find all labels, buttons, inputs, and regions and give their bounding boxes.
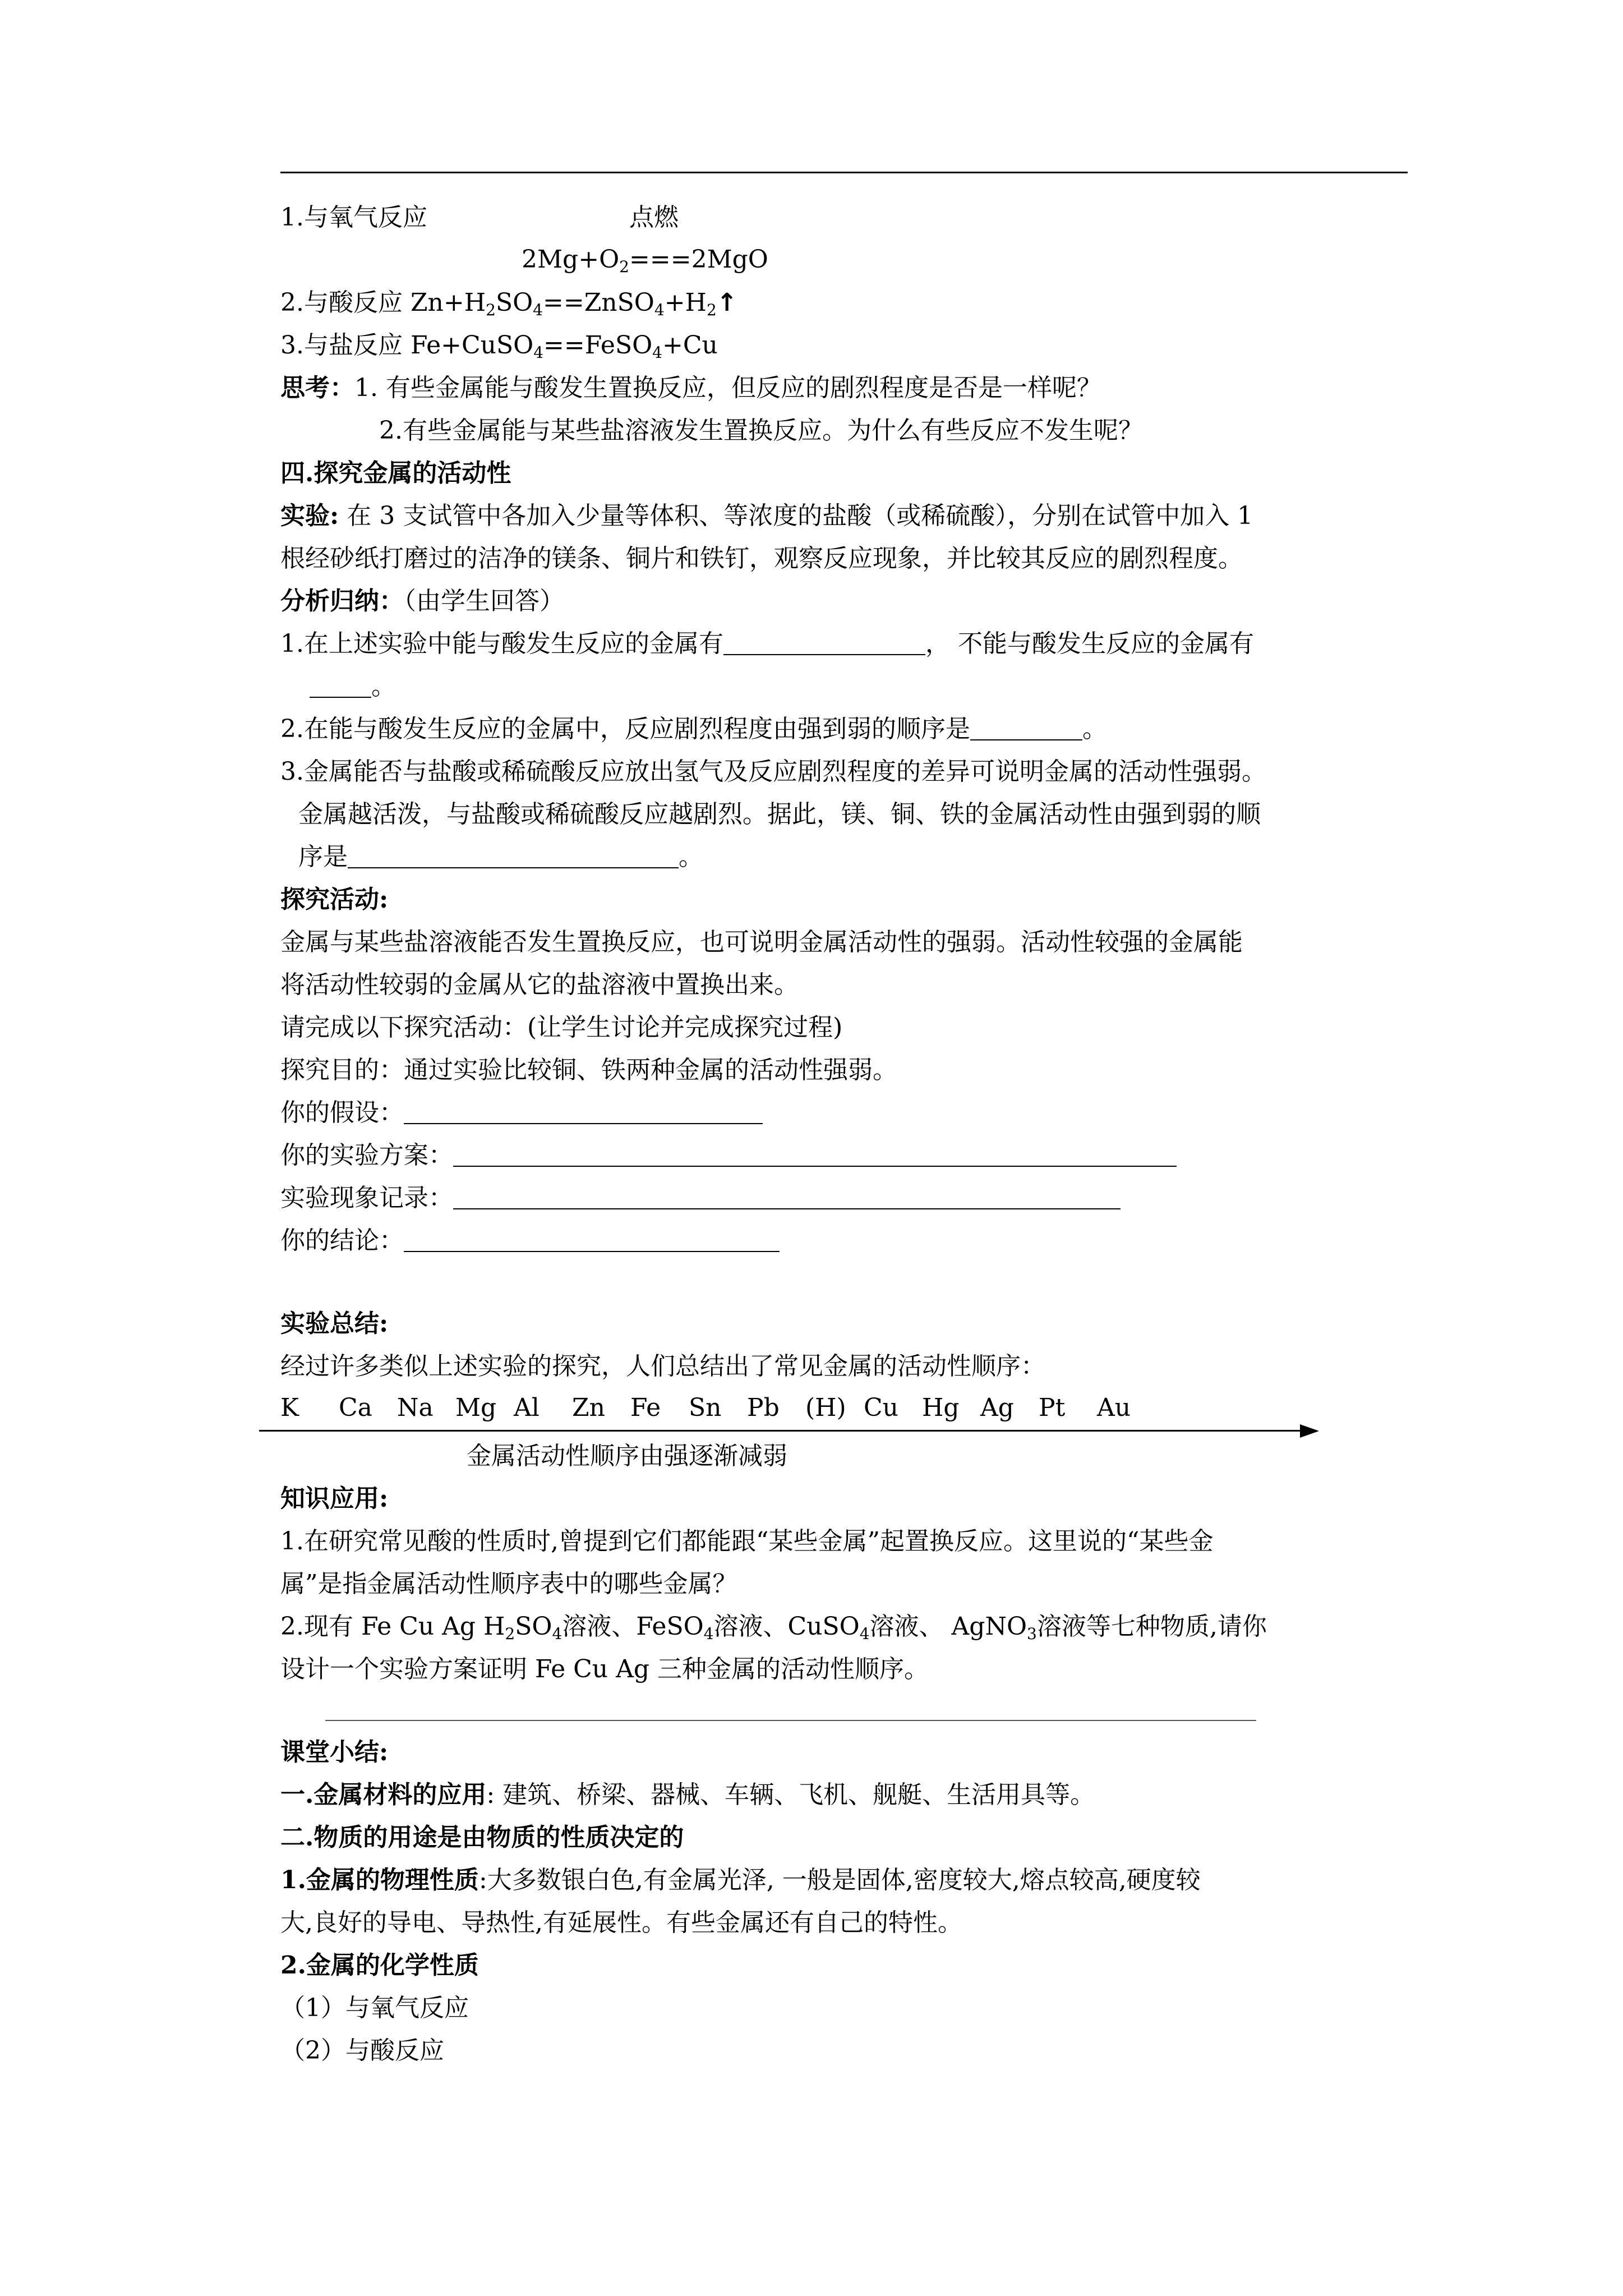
plan-blank[interactable] xyxy=(453,1143,1177,1167)
application-q1-line2: 属”是指金属活动性顺序表中的哪些金属？ xyxy=(280,1570,737,1598)
series-element: Zn xyxy=(572,1393,605,1422)
analysis-q3-line2: 金属越活泼，与盐酸或稀硫酸反应越剧烈。据此，镁、铜、铁的金属活动性由强到弱的顺 xyxy=(298,800,1261,829)
series-element: Cu xyxy=(864,1393,899,1422)
series-element: Ca xyxy=(339,1393,372,1422)
ignite-condition: 点燃 xyxy=(629,203,679,232)
salt-reaction: 3.与盐反应 Fe+CuSO$_4$==FeSO$_4$+Cu xyxy=(280,331,718,362)
application-q2-line1: 2.现有 Fe Cu Ag $H_2SO_4$溶液、FeSO$_4$溶液、CuSO$_4$溶液、 AgNO$_3$溶液等七种物质,请你 xyxy=(280,1612,1267,1643)
record-blank[interactable] xyxy=(453,1186,1121,1209)
oxygen-reaction-label: 1.与氧气反应 xyxy=(280,203,427,232)
series-element: Na xyxy=(397,1393,434,1422)
oxygen-equation: $2Mg+O_2===2MgO$ xyxy=(522,245,768,276)
experiment-line2: 根经砂纸打磨过的洁净的镁条、铜片和铁钉，观察反应现象，并比较其反应的剧烈程度。 xyxy=(280,544,1243,573)
lesson-item3-line2: 大,良好的导电、导热性,有延展性。有些金属还有自己的特性。 xyxy=(280,1908,962,1937)
inquiry-goal: 探究目的：通过实验比较铜、铁两种金属的活动性强弱。 xyxy=(280,1056,897,1084)
lesson-item3: 1.金属的物理性质:大多数银白色,有金属光泽, 一般是固体,密度较大,熔点较高,硬度较 xyxy=(280,1866,1201,1894)
series-element: Pb xyxy=(747,1393,780,1422)
series-element: Al xyxy=(514,1393,540,1422)
series-element: Sn xyxy=(689,1393,722,1422)
arrow-caption: 金属活动性顺序由强逐渐减弱 xyxy=(467,1442,787,1470)
answer-blank[interactable] xyxy=(970,717,1082,740)
series-element: Mg xyxy=(455,1393,497,1422)
think-q2: 2.有些金属能与某些盐溶液发生置换反应。为什么有些反应不发生呢？ xyxy=(379,416,1143,445)
application-title: 知识应用: xyxy=(280,1484,389,1513)
inquiry-p1: 金属与某些盐溶液能否发生置换反应，也可说明金属活动性的强弱。活动性较强的金属能 xyxy=(280,928,1243,956)
series-element: Fe xyxy=(630,1393,661,1422)
acid-reaction: 2.与酸反应 $Zn+H_2SO_4==ZnSO_4+H_2↑$ xyxy=(280,288,737,319)
series-element: Hg xyxy=(922,1393,960,1422)
conclusion-row: 你的结论： xyxy=(280,1224,780,1258)
think-label: 思考： xyxy=(280,374,354,402)
header-rule xyxy=(280,172,1408,173)
lesson-sub1: （1）与氧气反应 xyxy=(280,1994,469,2022)
series-element: Au xyxy=(1097,1393,1131,1422)
section4-title: 四.探究金属的活动性 xyxy=(280,459,511,487)
analysis-q3-line3: 序是 。 xyxy=(298,843,703,871)
gas-arrow-icon: ↑ xyxy=(716,288,737,317)
answer-blank[interactable] xyxy=(723,632,925,655)
conclusion-blank[interactable] xyxy=(404,1228,780,1252)
record-row: 实验现象记录： xyxy=(280,1181,1121,1215)
answer-blank[interactable] xyxy=(348,845,679,868)
answer-line[interactable] xyxy=(325,1720,1256,1721)
inquiry-title: 探究活动: xyxy=(280,885,389,914)
lesson-item1: 一.金属材料的应用: 建筑、桥梁、器械、车辆、飞机、舰艇、生活用具等。 xyxy=(280,1780,1095,1809)
lesson-summary-title: 课堂小结: xyxy=(280,1738,389,1766)
series-element: Pt xyxy=(1039,1393,1066,1422)
application-q2-line2: 设计一个实验方案证明 Fe Cu Ag 三种金属的活动性顺序。 xyxy=(280,1655,929,1683)
inquiry-p3: 请完成以下探究活动：(让学生讨论并完成探究过程) xyxy=(280,1013,843,1042)
analysis-q2: 2.在能与酸发生反应的金属中，反应剧烈程度由强到弱的顺序是 。 xyxy=(280,715,1107,743)
experiment-line1: 实验: 在 3 支试管中各加入少量等体积、等浓度的盐酸（或稀硫酸），分别在试管中加入 1 xyxy=(280,501,1253,530)
analysis-q1: 1.在上述实验中能与酸发生反应的金属有 ， 不能与酸发生反应的金属有 xyxy=(280,629,1254,658)
activity-series xyxy=(280,1391,1155,1425)
application-q1-line1: 1.在研究常见酸的性质时,曾提到它们都能跟“某些金属”起置换反应。这里说的“某些金 xyxy=(280,1527,1214,1556)
analysis-heading: 分析归纳：（由学生回答） xyxy=(280,587,564,615)
summary-title: 实验总结: xyxy=(280,1309,389,1338)
analysis-q1-cont: 。 xyxy=(310,670,396,703)
series-element: (H) xyxy=(805,1393,846,1422)
answer-blank[interactable] xyxy=(310,674,371,698)
hypothesis-blank[interactable] xyxy=(404,1101,763,1124)
lesson-item4: 2.金属的化学性质 xyxy=(280,1951,479,1980)
summary-text: 经过许多类似上述实验的探究，人们总结出了常见金属的活动性顺序： xyxy=(280,1352,1045,1381)
lesson-item2: 二.物质的用途是由物质的性质决定的 xyxy=(280,1823,684,1852)
analysis-q3-line1: 3.金属能否与盐酸或稀硫酸反应放出氢气及反应剧烈程度的差异可说明金属的活动性强弱。 xyxy=(280,757,1266,786)
activity-arrow-line xyxy=(259,1430,1302,1432)
lesson-sub2: （2）与酸反应 xyxy=(280,2036,444,2065)
hypothesis-row: 你的假设： xyxy=(280,1096,763,1130)
inquiry-p2: 将活动性较弱的金属从它的盐溶液中置换出来。 xyxy=(280,970,799,999)
series-element: Ag xyxy=(980,1393,1014,1422)
plan-row: 你的实验方案： xyxy=(280,1139,1177,1172)
series-element: K xyxy=(280,1393,299,1422)
think-q1: 思考：1. 有些金属能与酸发生置换反应，但反应的剧烈程度是否是一样呢？ xyxy=(280,374,1101,402)
arrow-right-icon xyxy=(1300,1424,1319,1438)
